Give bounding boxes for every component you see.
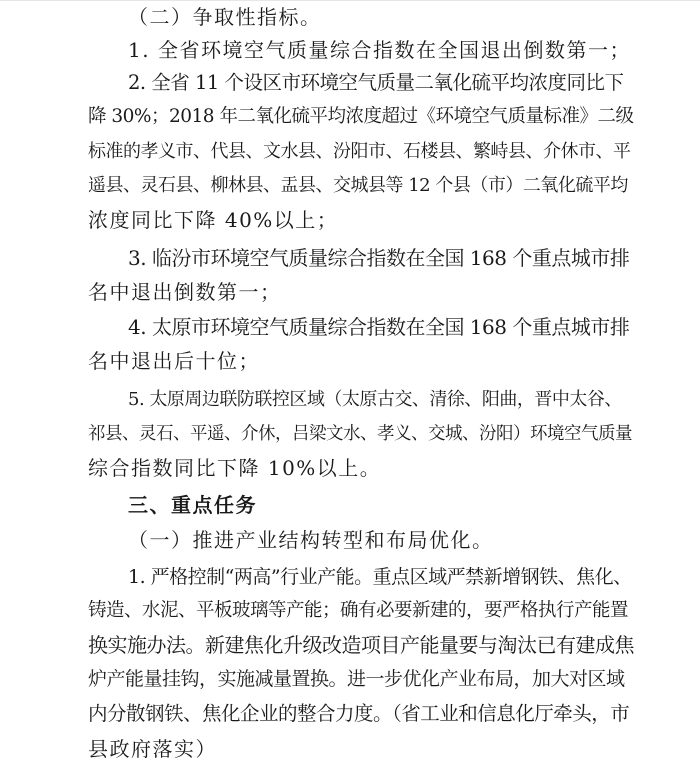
target-item-3-line-1: 3. 临汾市环境空气质量综合指数在全国 168 个重点城市排 — [128, 246, 630, 270]
subsection-heading-competitive-targets: （二）争取性指标。 — [128, 5, 322, 29]
target-item-2-line-2: 降 30%；2018 年二氧化硫平均浓度超过《环境空气质量标准》二级 — [88, 106, 634, 127]
target-item-1: 1. 全省环境空气质量综合指数在全国退出倒数第一； — [128, 38, 631, 62]
subsection-heading-industrial-restructuring: （一）推进产业结构转型和布局优化。 — [128, 528, 494, 552]
task-item-1-line-1: 1. 严格控制“两高”行业产能。重点区域严禁新增钢铁、焦化、 — [128, 566, 632, 588]
target-item-3-line-2: 名中退出倒数第一； — [88, 280, 282, 304]
target-item-2-line-1: 2. 全省 11 个设区市环境空气质量二氧化硫平均浓度同比下 — [128, 71, 624, 94]
task-item-1-line-5: 内分散钢铁、焦化企业的整合力度。（省工业和信息化厅牵头，市 — [88, 702, 630, 725]
target-item-2-line-3: 标准的孝义市、代县、文水县、汾阳市、石楼县、繁峙县、介休市、平 — [88, 141, 631, 162]
target-item-5-line-3: 综合指数同比下降 10%以上。 — [88, 456, 382, 480]
task-item-1-line-2: 铸造、水泥、平板玻璃等产能；确有必要新建的，要严格执行产能置 — [88, 600, 629, 621]
target-item-5-line-2: 祁县、灵石、平遥、介休，吕梁文水、孝义、交城、汾阳）环境空气质量 — [88, 424, 632, 444]
task-item-1-line-4: 炉产能量挂钩，实施减量置换。进一步优化产业布局，加大对区域 — [88, 668, 625, 690]
target-item-2-line-5: 浓度同比下降 40%以上； — [88, 208, 339, 232]
section-heading-key-tasks: 三、重点任务 — [128, 493, 257, 517]
target-item-5-line-1: 5. 太原周边联防联控区域（太原古交、清徐、阳曲，晋中太谷、 — [128, 389, 622, 410]
task-item-1-line-6: 县政府落实） — [88, 737, 217, 761]
task-item-1-line-3: 换实施办法。新建焦化升级改造项目产能量要与淘汰已有建成焦 — [88, 633, 634, 657]
target-item-4-line-2: 名中退出后十位； — [88, 349, 260, 373]
target-item-4-line-1: 4. 太原市环境空气质量综合指数在全国 168 个重点城市排 — [128, 315, 630, 339]
target-item-2-line-4: 遥县、灵石县、柳林县、盂县、交城县等 12 个县（市）二氧化硫平均 — [88, 175, 628, 196]
page-top-divider — [0, 0, 700, 1]
